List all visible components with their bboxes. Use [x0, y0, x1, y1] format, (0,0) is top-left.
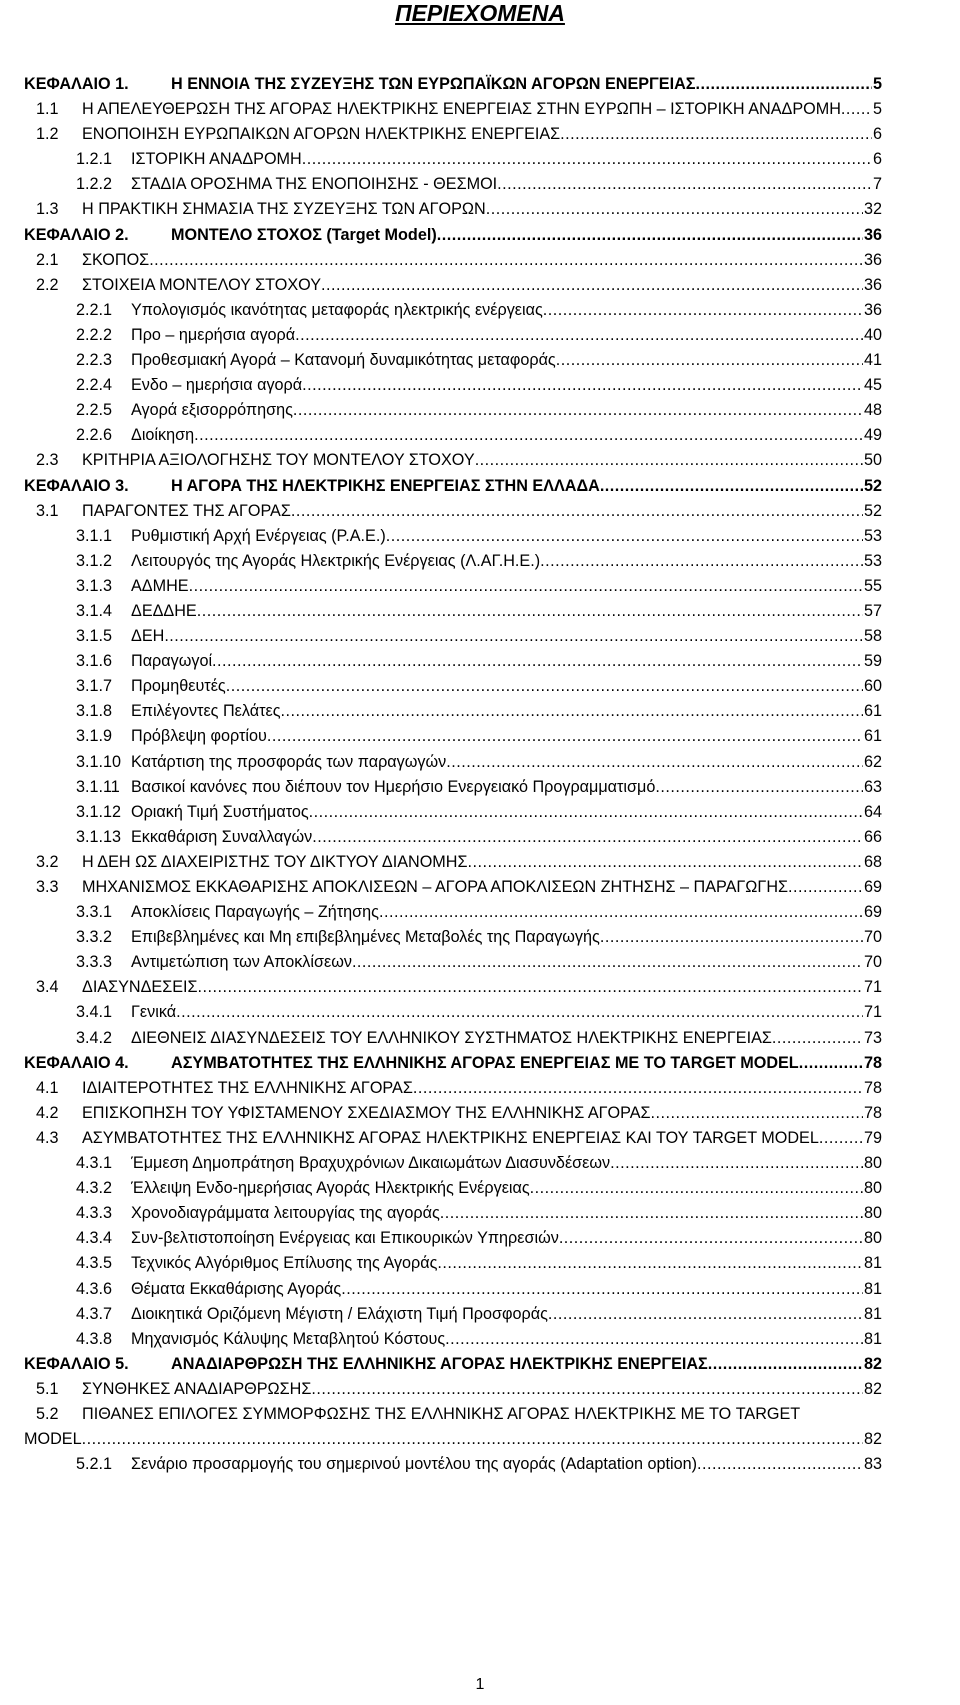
toc-page-number: 52 [863, 501, 882, 520]
toc-page-number: 45 [863, 376, 882, 395]
toc-dot-leader [655, 775, 863, 800]
toc-entry-number: ΚΕΦΑΛΑΙΟ 3. [24, 476, 129, 495]
toc-entry[interactable] [24, 1251, 882, 1276]
toc-entry[interactable] [24, 398, 882, 423]
toc-dot-leader [600, 925, 863, 950]
toc-entry[interactable] [24, 1201, 882, 1226]
toc-entry[interactable] [24, 825, 882, 850]
toc-entry-title: Λειτουργός της Αγοράς Ηλεκτρικής Ενέργειας (Λ.ΑΓ.Η.Ε.) [131, 551, 541, 570]
toc-entry[interactable] [24, 1226, 882, 1251]
toc-dot-leader [543, 298, 863, 323]
toc-entry-number: 3.1.9 [76, 727, 113, 746]
toc-dot-leader [189, 574, 863, 599]
toc-entry-title: Παραγωγοί [131, 652, 213, 671]
toc-dot-leader [445, 1327, 863, 1352]
toc-entry-number: 2.2.4 [76, 376, 113, 395]
toc-entry-title: Η ΠΡΑΚΤΙΚΗ ΣΗΜΑΣΙΑ ΤΗΣ ΣΥΖΕΥΞΗΣ ΤΩΝ ΑΓΟΡΩΝ [82, 200, 486, 219]
toc-entry-title: Βασικοί κανόνες που διέπουν τον Ημερήσιο Ενεργειακό Προγραμματισμό [131, 777, 656, 796]
toc-entry-number: 4.3.8 [76, 1329, 113, 1348]
toc-page-number: 61 [863, 702, 882, 721]
toc-entry[interactable] [24, 1402, 882, 1427]
toc-entry[interactable] [24, 850, 882, 875]
toc-entry-title: ΜΗΧΑΝΙΣΜΟΣ ΕΚΚΑΘΑΡΙΣΗΣ ΑΠΟΚΛΙΣΕΩΝ – ΑΓΟΡΑ ΑΠΟΚΛΙΣΕΩΝ ΖΗΤΗΣΗΣ – ΠΑΡΑΓΩΓΗΣ [82, 878, 789, 896]
toc-entry-title: Επιλέγοντες Πελάτες [131, 702, 281, 721]
toc-entry-number: 5.2.1 [76, 1455, 113, 1474]
toc-dot-leader [772, 1026, 863, 1051]
toc-entry[interactable] [24, 197, 882, 222]
toc-page-number: 50 [863, 451, 882, 470]
toc-dot-leader [560, 122, 872, 147]
toc-page-number: 63 [863, 777, 882, 796]
toc-entry[interactable] [24, 348, 882, 373]
toc-entry-number: 5.2 [36, 1404, 59, 1423]
toc-entry[interactable] [24, 1076, 882, 1101]
toc-entry[interactable] [24, 423, 882, 448]
toc-entry-title: ΚΡΙΤΗΡΙΑ ΑΞΙΟΛΟΓΗΣΗΣ ΤΟΥ ΜΟΝΤΕΛΟΥ ΣΤΟΧΟΥ [82, 451, 475, 470]
toc-page-number: 6 [872, 125, 882, 144]
toc-entry-title: MODEL [24, 1430, 82, 1449]
toc-page-number: 82 [863, 1379, 882, 1398]
toc-page-number: 32 [863, 200, 882, 219]
toc-entry-number: 3.1.3 [76, 576, 113, 595]
toc-entry-number: 1.3 [36, 200, 59, 219]
toc-dot-leader [291, 499, 863, 524]
toc-chapter-entry[interactable] [24, 72, 882, 97]
toc-entry[interactable] [24, 147, 882, 172]
toc-entry-number: 2.3 [36, 451, 59, 470]
toc-entry-number: 4.3.6 [76, 1279, 113, 1298]
toc-entry-title: ΑΔΜΗΕ [131, 576, 189, 595]
toc-entry[interactable] [24, 323, 882, 348]
toc-entry-number: 1.1 [36, 100, 59, 119]
toc-dot-leader [309, 800, 863, 825]
toc-entry[interactable] [24, 1126, 882, 1151]
toc-entry[interactable] [24, 1377, 882, 1402]
toc-entry-title: ΣΤΑΔΙΑ ΟΡΟΣΗΜΑ ΤΗΣ ΕΝΟΠΟΙΗΣΗΣ - ΘΕΣΜΟΙ [131, 175, 498, 194]
toc-entry-number: 4.3.7 [76, 1304, 113, 1323]
toc-page-number: 73 [863, 1028, 882, 1047]
toc-entry[interactable] [24, 499, 882, 524]
toc-dot-leader [176, 1000, 863, 1025]
toc-page-number: 49 [863, 426, 882, 445]
toc-dot-leader [610, 1151, 863, 1176]
toc-entry-title: Υπολογισμός ικανότητας μεταφοράς ηλεκτρικής ενέργειας [131, 300, 543, 319]
toc-dot-leader [437, 223, 863, 248]
toc-dot-leader [302, 147, 872, 172]
toc-page-number: 53 [863, 551, 882, 570]
toc-dot-leader [556, 348, 863, 373]
page-number: 1 [475, 1676, 485, 1693]
toc-entry-number: 3.3.1 [76, 903, 113, 922]
toc-entry-title: Προθεσμιακή Αγορά – Κατανομή δυναμικότητας μεταφοράς [131, 351, 556, 370]
toc-entry-title: Μηχανισμός Κάλυψης Μεταβλητού Κόστους [131, 1329, 446, 1348]
toc-page-number: 36 [863, 250, 882, 269]
toc-entry[interactable] [24, 122, 882, 147]
toc-entry-number: 3.4.2 [76, 1028, 113, 1047]
toc-dot-leader [197, 599, 863, 624]
toc-dot-leader [267, 724, 863, 749]
toc-entry[interactable] [24, 524, 882, 549]
toc-dot-leader [352, 950, 863, 975]
toc-entry-title: Τεχνικός Αλγόριθμος Επίλυσης της Αγοράς [131, 1254, 438, 1273]
toc-entry-title: Η ΑΠΕΛΕΥΘΕΡΩΣΗ ΤΗΣ ΑΓΟΡΑΣ ΗΛΕΚΤΡΙΚΗΣ ΕΝΕΡΓΕΙΑΣ ΣΤΗΝ ΕΥΡΩΠΗ – ΙΣΤΟΡΙΚΗ ΑΝΑΔΡΟΜΗ [82, 100, 841, 119]
toc-entry[interactable] [24, 373, 882, 398]
toc-entry-number: ΚΕΦΑΛΑΙΟ 2. [24, 225, 129, 244]
toc-page-number: 69 [863, 878, 882, 896]
toc-entry[interactable] [24, 724, 882, 749]
toc-entry-number: 4.2 [36, 1103, 59, 1122]
toc-page-number: 70 [863, 953, 882, 972]
toc-page-number: 79 [863, 1128, 882, 1147]
toc-page-number: 80 [863, 1229, 882, 1248]
toc-dot-leader [281, 699, 863, 724]
toc-dot-leader [540, 549, 863, 574]
toc-page-number: 36 [863, 275, 882, 294]
toc-entry-title: ΣΚΟΠΟΣ [82, 250, 150, 269]
toc-entry-number: 4.3.1 [76, 1154, 113, 1173]
toc-entry-number: 3.3.3 [76, 953, 113, 972]
toc-entry-title: ΠΙΘΑΝΕΣ ΕΠΙΛΟΓΕΣ ΣΥΜΜΟΡΦΩΣΗΣ ΤΗΣ ΕΛΛΗΝΙΚΗΣ ΑΓΟΡΑΣ ΗΛΕΚΤΡΙΚΗΣ ΜΕ ΤΟ TARGET [82, 1404, 801, 1423]
toc-entry-title: ΑΣΥΜΒΑΤΟΤΗΤΕΣ ΤΗΣ ΕΛΛΗΝΙΚΗΣ ΑΓΟΡΑΣ ΕΝΕΡΓΕΙΑΣ ΜΕ ΤΟ TARGET MODEL [171, 1053, 799, 1072]
toc-dot-leader [386, 524, 863, 549]
toc-entry-title: Προμηθευτές [131, 677, 226, 696]
toc-entry[interactable] [24, 674, 882, 699]
toc-entry-title: Επιβεβλημένες και Μη επιβεβλημένες Μεταβολές της Παραγωγής [131, 928, 600, 947]
toc-dot-leader [819, 1126, 863, 1151]
toc-page-number: 5 [872, 75, 882, 93]
toc-entry-title: Γενικά [131, 1003, 177, 1022]
toc-entry-title: Αποκλίσεις Παραγωγής – Ζήτησης [131, 903, 379, 922]
toc-entry-number: ΚΕΦΑΛΑΙΟ 1. [24, 75, 129, 93]
toc-entry[interactable] [24, 1427, 882, 1452]
toc-entry-title: Ενδο – ημερήσια αγορά [131, 376, 303, 395]
toc-dot-leader [548, 1302, 863, 1327]
toc-entry[interactable] [24, 448, 882, 473]
toc-page-number: 59 [863, 652, 882, 671]
toc-entry[interactable] [24, 549, 882, 574]
toc-dot-leader [302, 373, 863, 398]
toc-page-number: 55 [863, 576, 882, 595]
toc-entry-title: Χρονοδιαγράμματα λειτουργίας της αγοράς [131, 1204, 440, 1223]
toc-page-number: 36 [863, 225, 882, 244]
toc-entry-number: 4.3.3 [76, 1204, 113, 1223]
toc-page-number: 41 [863, 351, 882, 370]
toc-entry-number: 3.4 [36, 978, 59, 997]
toc-entry-title: Η ΑΓΟΡΑ ΤΗΣ ΗΛΕΚΤΡΙΚΗΣ ΕΝΕΡΓΕΙΑΣ ΣΤΗΝ ΕΛΛΑΔΑ [171, 476, 600, 495]
toc-entry-title: Οριακή Τιμή Συστήματος [131, 802, 309, 821]
toc-entry[interactable] [24, 775, 882, 800]
toc-entry-title: Έλλειψη Ενδο-ημερήσιας Αγοράς Ηλεκτρικής Ενέργειας [131, 1179, 530, 1198]
toc-entry-title: ΠΑΡΑΓΟΝΤΕΣ ΤΗΣ ΑΓΟΡΑΣ [82, 501, 291, 520]
toc-dot-leader [446, 750, 863, 775]
toc-dot-leader [226, 674, 863, 699]
toc-entry[interactable] [24, 1101, 882, 1126]
toc-dot-leader [164, 624, 863, 649]
toc-entry[interactable] [24, 699, 882, 724]
toc-entry-number: 2.1 [36, 250, 59, 269]
toc-entry-title: Προ – ημερήσια αγορά [131, 325, 296, 344]
toc-entry-number: 3.1.5 [76, 627, 113, 646]
toc-page-number: 6 [872, 150, 882, 169]
toc-entry-title: Εκκαθάριση Συναλλαγών [131, 827, 313, 846]
toc-dot-leader [559, 1226, 863, 1251]
toc-entry-number: 1.2 [36, 125, 59, 144]
toc-entry-number: 2.2.2 [76, 325, 113, 344]
toc-dot-leader [379, 900, 863, 925]
toc-chapter-entry[interactable] [24, 474, 882, 499]
toc-entry-title: Θέματα Εκκαθάρισης Αγοράς [131, 1279, 342, 1298]
toc-page-number: 78 [863, 1053, 882, 1072]
toc-entry[interactable] [24, 925, 882, 950]
toc-entry-number: 3.4.1 [76, 1003, 113, 1022]
toc-entry[interactable] [24, 97, 882, 122]
toc-entry-number: ΚΕΦΑΛΑΙΟ 5. [24, 1354, 129, 1373]
toc-entry-title: Κατάρτιση της προσφοράς των παραγωγών [131, 752, 447, 771]
toc-dot-leader [341, 1277, 863, 1302]
toc-entry[interactable] [24, 1151, 882, 1176]
toc-entry[interactable] [24, 875, 882, 900]
toc-entry[interactable] [24, 1277, 882, 1302]
toc-entry[interactable] [24, 624, 882, 649]
toc-dot-leader [651, 1101, 863, 1126]
toc-entry[interactable] [24, 1327, 882, 1352]
toc-entry[interactable] [24, 273, 882, 298]
toc-entry[interactable] [24, 248, 882, 273]
toc-entry[interactable] [24, 1026, 882, 1051]
toc-entry-number: 3.1.4 [76, 601, 113, 620]
toc-page-number: 36 [863, 300, 882, 319]
toc-page-number: 60 [863, 677, 882, 696]
toc-entry[interactable] [24, 1452, 882, 1477]
toc-entry-number: 3.1.13 [76, 827, 122, 846]
toc-dot-leader [198, 975, 863, 1000]
toc-entry[interactable] [24, 975, 882, 1000]
toc-entry-number: 3.1.10 [76, 752, 122, 771]
toc-dot-leader [312, 825, 863, 850]
toc-entry-number: 5.1 [36, 1379, 59, 1398]
toc-entry[interactable] [24, 574, 882, 599]
toc-entry-title: Έμμεση Δημοπράτηση Βραχυχρόνιων Δικαιωμάτων Διασυνδέσεων [131, 1154, 611, 1173]
toc-dot-leader [799, 1051, 863, 1076]
toc-entry-title: Η ΕΝΝΟΙΑ ΤΗΣ ΣΥΖΕΥΞΗΣ ΤΩΝ ΕΥΡΩΠΑΪΚΩΝ ΑΓΟΡΩΝ ΕΝΕΡΓΕΙΑΣ [171, 75, 696, 93]
toc-entry-title: Συν-βελτιστοποίηση Ενέργειας και Επικουρικών Υπηρεσιών [131, 1229, 559, 1248]
toc-entry-title: Διοικητικά Οριζόμενη Μέγιστη / Ελάχιστη Τιμή Προσφοράς [131, 1304, 548, 1323]
toc-entry-number: 3.1.6 [76, 652, 113, 671]
toc-page-number: 83 [863, 1455, 882, 1474]
toc-entry-number: 4.3.4 [76, 1229, 113, 1248]
toc-entry[interactable] [24, 1302, 882, 1327]
toc-entry-title: ΣΤΟΙΧΕΙΑ ΜΟΝΤΕΛΟΥ ΣΤΟΧΟΥ [82, 275, 322, 294]
toc-entry-number: 4.3.2 [76, 1179, 113, 1198]
toc-entry-number: 3.3 [36, 878, 59, 896]
toc-entry-number: 1.2.1 [76, 150, 113, 169]
toc-page-number: 58 [863, 627, 882, 646]
toc-dot-leader [708, 1352, 863, 1377]
toc-entry-number: 3.1.2 [76, 551, 113, 570]
page-title: ΠΕΡΙΕΧΟΜΕΝΑ [395, 0, 565, 26]
toc-page-number: 68 [863, 852, 882, 871]
toc-entry[interactable] [24, 172, 882, 197]
toc-dot-leader [321, 273, 863, 298]
toc-page-number: 71 [863, 978, 882, 997]
toc-entry-number: 3.1.11 [76, 777, 120, 796]
toc-entry[interactable] [24, 599, 882, 624]
toc-entry-number: 1.2.2 [76, 175, 113, 194]
toc-entry-number: 2.2.3 [76, 351, 113, 370]
toc-entry-number: 3.2 [36, 852, 59, 871]
toc-page-number: 62 [863, 752, 882, 771]
toc-entry-title: ΕΠΙΣΚΟΠΗΣΗ ΤΟΥ ΥΦΙΣΤΑΜΕΝΟΥ ΣΧΕΔΙΑΣΜΟΥ ΤΗΣ ΕΛΛΗΝΙΚΗΣ ΑΓΟΡΑΣ [82, 1103, 651, 1122]
toc-page-number: 82 [863, 1354, 882, 1373]
toc-entry-title: Σενάριο προσαρμογής του σημερινού μοντέλου της αγοράς (Adaptation option) [131, 1455, 697, 1474]
toc-dot-leader [486, 197, 863, 222]
toc-entry[interactable] [24, 950, 882, 975]
toc-dot-leader [413, 1076, 863, 1101]
toc-page-number: 81 [863, 1304, 882, 1323]
toc-entry-number: 2.2.5 [76, 401, 113, 420]
toc-dot-leader [497, 172, 872, 197]
toc-entry-title: ΔΙΑΣΥΝΔΕΣΕΙΣ [82, 978, 198, 997]
toc-entry[interactable] [24, 1000, 882, 1025]
toc-page-number: 69 [863, 903, 882, 922]
toc-entry-title: ΙΣΤΟΡΙΚΗ ΑΝΑΔΡΟΜΗ [131, 150, 302, 169]
toc-page-number: 80 [863, 1154, 882, 1173]
toc-entry[interactable] [24, 900, 882, 925]
toc-page-number: 7 [872, 175, 882, 194]
toc-entry-title: Πρόβλεψη φορτίου [131, 727, 267, 746]
toc-entry-title: ΔΙΕΘΝΕΙΣ ΔΙΑΣΥΝΔΕΣΕΙΣ ΤΟΥ ΕΛΛΗΝΙΚΟΥ ΣΥΣΤΗΜΑΤΟΣ ΗΛΕΚΤΡΙΚΗΣ ΕΝΕΡΓΕΙΑΣ [131, 1028, 772, 1047]
toc-page-number: 81 [863, 1279, 882, 1298]
toc-dot-leader [696, 72, 872, 97]
toc-page-number: 80 [863, 1179, 882, 1198]
toc-entry-title: Η ΔΕΗ ΩΣ ΔΙΑΧΕΙΡΙΣΤΗΣ ΤΟΥ ΔΙΚΤΥΟΥ ΔΙΑΝΟΜΗΣ [82, 852, 468, 871]
toc-entry[interactable] [24, 649, 882, 674]
toc-page-number: 57 [863, 601, 882, 620]
toc-entry-number: 2.2 [36, 275, 59, 294]
toc-dot-leader [475, 448, 863, 473]
toc-page-number: 64 [863, 802, 882, 821]
toc-page-number: 78 [863, 1078, 882, 1097]
toc-page-number: 80 [863, 1204, 882, 1223]
toc-page-number: 61 [863, 727, 882, 746]
toc-dot-leader [600, 474, 863, 499]
toc-entry-title: ΔΕΗ [131, 627, 165, 646]
toc-dot-leader [82, 1427, 863, 1452]
toc-page-number: 66 [863, 827, 882, 846]
toc-dot-leader [212, 649, 863, 674]
table-of-contents [24, 72, 882, 1477]
toc-page-number: 40 [863, 325, 882, 344]
toc-page-number: 81 [863, 1329, 882, 1348]
toc-entry-number: 3.1.7 [76, 677, 113, 696]
toc-entry-number: 3.1.8 [76, 702, 113, 721]
toc-entry-number: 4.1 [36, 1078, 59, 1097]
toc-dot-leader [697, 1452, 863, 1477]
toc-entry-title: Αγορά εξισορρόπησης [131, 401, 293, 420]
toc-page-number: 78 [863, 1103, 882, 1122]
toc-entry[interactable] [24, 1176, 882, 1201]
toc-dot-leader [311, 1377, 863, 1402]
toc-entry-number: 3.1.1 [76, 526, 113, 545]
toc-chapter-entry[interactable] [24, 223, 882, 248]
toc-dot-leader [468, 850, 863, 875]
toc-page-number: 81 [863, 1254, 882, 1273]
toc-dot-leader [149, 248, 863, 273]
toc-dot-leader [788, 875, 863, 900]
toc-page-number: 70 [863, 928, 882, 947]
toc-entry-number: 3.1 [36, 501, 59, 520]
toc-entry-title: Διοίκηση [131, 426, 195, 445]
toc-entry-number: 3.1.12 [76, 802, 122, 821]
toc-entry-number: 3.3.2 [76, 928, 113, 947]
toc-page-number: 5 [872, 100, 882, 119]
toc-dot-leader [295, 323, 863, 348]
toc-entry-title: Ρυθμιστική Αρχή Ενέργειας (Ρ.Α.Ε.) [131, 526, 386, 545]
toc-dot-leader [194, 423, 863, 448]
toc-page-number: 82 [863, 1430, 882, 1449]
toc-entry-title: ΔΕΔΔΗΕ [131, 601, 197, 620]
toc-entry-title: ΑΣΥΜΒΑΤΟΤΗΤΕΣ ΤΗΣ ΕΛΛΗΝΙΚΗΣ ΑΓΟΡΑΣ ΗΛΕΚΤΡΙΚΗΣ ΕΝΕΡΓΕΙΑΣ ΚΑΙ ΤΟΥ TARGET MODEL [82, 1128, 819, 1147]
toc-entry-title: ΙΔΙΑΙΤΕΡΟΤΗΤΕΣ ΤΗΣ ΕΛΛΗΝΙΚΗΣ ΑΓΟΡΑΣ [82, 1078, 413, 1097]
toc-page-number: 71 [863, 1003, 882, 1022]
toc-dot-leader [437, 1251, 863, 1276]
toc-chapter-entry[interactable] [24, 1051, 882, 1076]
toc-entry[interactable] [24, 750, 882, 775]
toc-entry[interactable] [24, 800, 882, 825]
toc-entry-title: ΑΝΑΔΙΑΡΘΡΩΣΗ ΤΗΣ ΕΛΛΗΝΙΚΗΣ ΑΓΟΡΑΣ ΗΛΕΚΤΡΙΚΗΣ ΕΝΕΡΓΕΙΑΣ [171, 1354, 708, 1373]
toc-entry-title: Αντιμετώπιση των Αποκλίσεων [131, 953, 352, 972]
toc-entry-number: 2.2.6 [76, 426, 113, 445]
toc-page-number: 53 [863, 526, 882, 545]
toc-entry-title: ΜΟΝΤΕΛΟ ΣΤΟΧΟΣ (Target Model) [171, 225, 437, 244]
toc-entry-title: ΕΝΟΠΟΙΗΣΗ ΕΥΡΩΠΑΙΚΩΝ ΑΓΟΡΩΝ ΗΛΕΚΤΡΙΚΗΣ ΕΝΕΡΓΕΙΑΣ [82, 125, 561, 144]
toc-dot-leader [440, 1201, 863, 1226]
toc-entry-number: 2.2.1 [76, 300, 113, 319]
toc-entry-number: ΚΕΦΑΛΑΙΟ 4. [24, 1053, 129, 1072]
toc-entry[interactable] [24, 298, 882, 323]
toc-entry-number: 4.3 [36, 1128, 59, 1147]
toc-dot-leader [530, 1176, 863, 1201]
toc-entry-title: ΣΥΝΘΗΚΕΣ ΑΝΑΔΙΑΡΘΡΩΣΗΣ [82, 1379, 312, 1398]
toc-chapter-entry[interactable] [24, 1352, 882, 1377]
toc-entry-number: 4.3.5 [76, 1254, 113, 1273]
toc-dot-leader [293, 398, 863, 423]
toc-page-number: 52 [863, 476, 882, 495]
toc-dot-leader [841, 97, 872, 122]
toc-page-number: 48 [863, 401, 882, 420]
